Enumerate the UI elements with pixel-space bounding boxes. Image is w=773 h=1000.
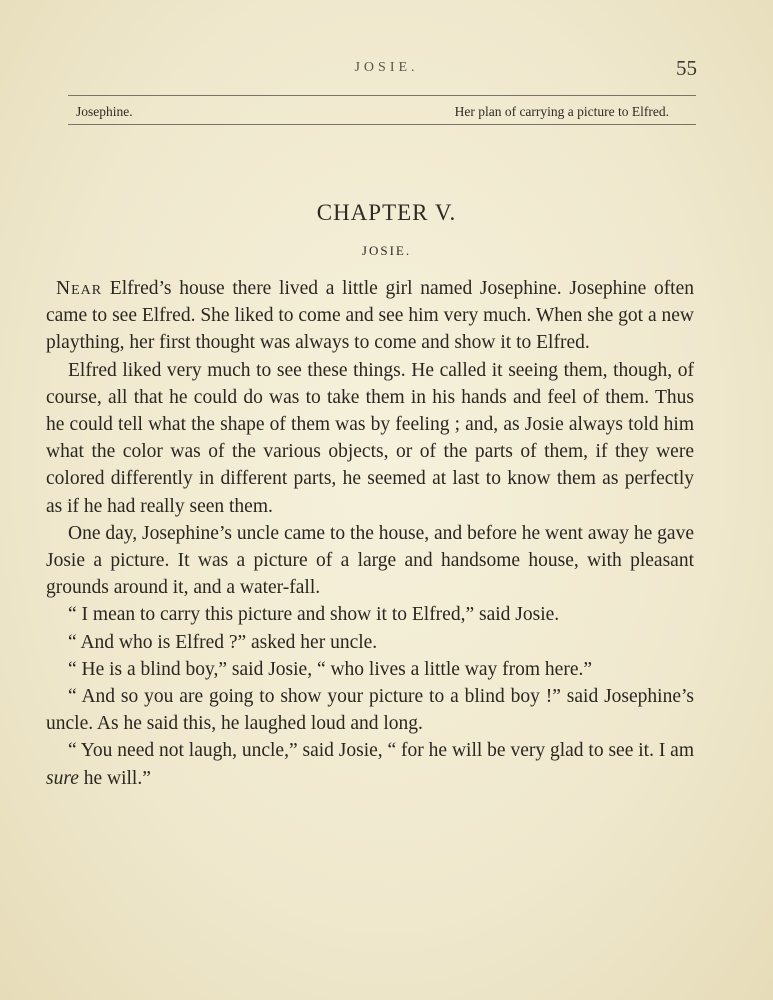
chapter-heading: CHAPTER V. bbox=[316, 200, 457, 225]
marginal-note-left: Josephine. bbox=[76, 104, 133, 119]
paragraph-3: One day, Josephine’s uncle came to the house, and before he went away he gave Josie a picture. It was a picture of a large and handsome house, with pleasant grounds around it, and a water-fall. bbox=[46, 522, 694, 599]
page-number: 55 bbox=[676, 56, 697, 80]
paragraph-1 bbox=[46, 275, 694, 357]
paragraph-5: “ And who is Elfred ?” asked her uncle. bbox=[68, 631, 378, 653]
paragraph-8 bbox=[46, 737, 694, 791]
paragraph-4: “ I mean to carry this picture and show it to Elfred,” said Josie. bbox=[68, 604, 560, 626]
paragraph-2: Elfred liked very much to see these things. He called it seeing them, though, of course, all that he could do was to take them in his hands and feel of them. Thus he could tell what the shape of them was by feeling ; and, as Josie always told him what the color was of the various objects, or of the parts of them, if they were colored differently in different parts, he seemed at last to know them as perfectly as if he had really seen them. bbox=[46, 359, 694, 517]
body-text bbox=[46, 275, 694, 792]
paragraph-1-lead: Near bbox=[56, 278, 103, 299]
running-title: JOSIE. bbox=[354, 60, 419, 75]
chapter-subheading: JOSIE. bbox=[361, 243, 412, 258]
paragraph-8-emphasis: sure bbox=[46, 767, 79, 789]
paragraph-8-text: “ You need not laugh, uncle,” said Josie, “ for he will be very glad to see it. I am bbox=[68, 740, 695, 762]
header-rule-top bbox=[68, 95, 696, 96]
paragraph-6: “ He is a blind boy,” said Josie, “ who lives a little way from here.” bbox=[68, 658, 593, 680]
paragraph-7: “ And so you are going to show your picture to a blind boy !” said Josephine’s uncle. As he said this, he laughed loud and long. bbox=[46, 686, 694, 735]
header-rule-bottom bbox=[68, 124, 696, 125]
paragraph-8-end: he will.” bbox=[83, 767, 151, 789]
paragraph-1-text: Elfred’s house there lived a little girl named Josephine. Josephine often came to see Elfred. She liked to come and see him very much. When she got a new plaything, her first thought was always to come and show it to Elfred. bbox=[46, 278, 695, 354]
marginal-note-right: Her plan of carrying a picture to Elfred. bbox=[454, 104, 669, 119]
